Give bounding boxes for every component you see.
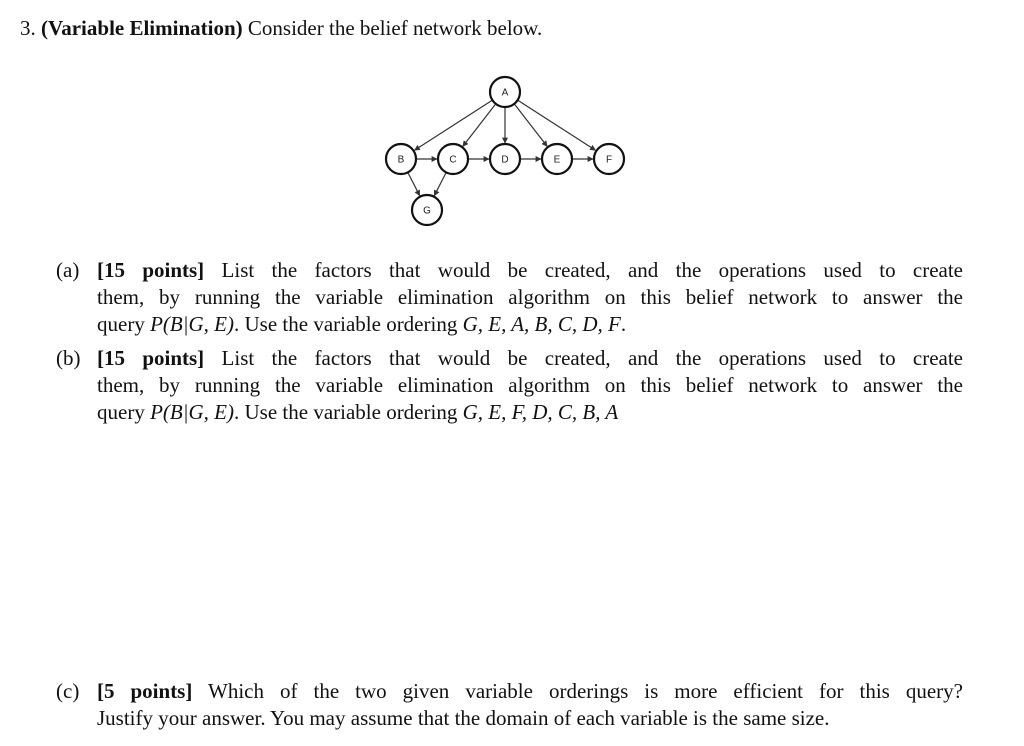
part-a-end: . — [620, 312, 627, 336]
part-a-ordering-prefix: . Use the variable ordering — [234, 312, 463, 336]
part-a-body — [97, 257, 963, 338]
part-b-points: [15 points] — [97, 346, 205, 370]
node-d — [490, 144, 520, 174]
part-c-text-1: Which of the two given variable orderings is more efficient for this query? — [208, 679, 963, 703]
edge-a-b — [415, 100, 493, 150]
question-number: 3. — [20, 16, 36, 40]
node-b-label: B — [397, 154, 405, 166]
part-a-line-3 — [97, 311, 963, 338]
part-b-line-3 — [97, 399, 963, 426]
part-a-query: P(B|G, E) — [150, 312, 234, 336]
node-f-label: F — [605, 154, 613, 166]
node-a — [490, 77, 520, 107]
question-intro: Consider the belief network below. — [247, 16, 543, 40]
node-c-label: C — [449, 154, 457, 166]
node-b — [386, 144, 416, 174]
part-b-query-prefix: query — [97, 400, 151, 424]
part-b-query: P(B|G, E) — [150, 400, 234, 424]
edge-a-c — [463, 104, 496, 147]
edge-c-g — [434, 172, 446, 195]
part-a-points: [15 points] — [97, 258, 205, 282]
part-c-line-1 — [97, 678, 963, 705]
part-b-ordering: G, E, F, D, C, B, A — [462, 400, 619, 424]
edge-b-g — [408, 172, 420, 195]
part-c-label: (c) — [56, 679, 80, 703]
edge-a-e — [514, 104, 547, 147]
part-a-line-1 — [97, 257, 963, 284]
edge-a-f — [518, 100, 596, 150]
node-c — [438, 144, 468, 174]
node-g — [412, 195, 442, 225]
part-b-line-2: them, by running the variable elimination algorithm on this belief network to answer the — [97, 373, 963, 397]
part-a-text-1: List the factors that would be created, and the operations used to create — [221, 258, 964, 282]
node-f — [594, 144, 624, 174]
part-b-text-1: List the factors that would be created, and the operations used to create — [221, 346, 964, 370]
part-b-body — [97, 345, 963, 426]
part-c-points: [5 points] — [97, 679, 193, 703]
part-a-query-prefix: query — [97, 312, 151, 336]
part-a-line-2: them, by running the variable elimination algorithm on this belief network to answer the — [97, 285, 963, 309]
node-d-label: D — [501, 154, 509, 166]
part-a-label: (a) — [56, 258, 80, 282]
node-e-label: E — [553, 154, 561, 166]
part-c-body — [97, 678, 963, 732]
part-b-ordering-prefix: . Use the variable ordering — [234, 400, 463, 424]
node-g-label: G — [423, 205, 431, 217]
question-title: (Variable Elimination) — [41, 16, 243, 40]
part-c-line-2: Justify your answer. You may assume that the domain of each variable is the same size. — [97, 706, 830, 730]
network-nodes — [386, 77, 624, 225]
part-b-line-1 — [97, 345, 963, 372]
part-b-label: (b) — [56, 346, 81, 370]
node-a-label: A — [501, 87, 509, 99]
part-a-ordering: G, E, A, B, C, D, F — [462, 312, 621, 336]
node-e — [542, 144, 572, 174]
